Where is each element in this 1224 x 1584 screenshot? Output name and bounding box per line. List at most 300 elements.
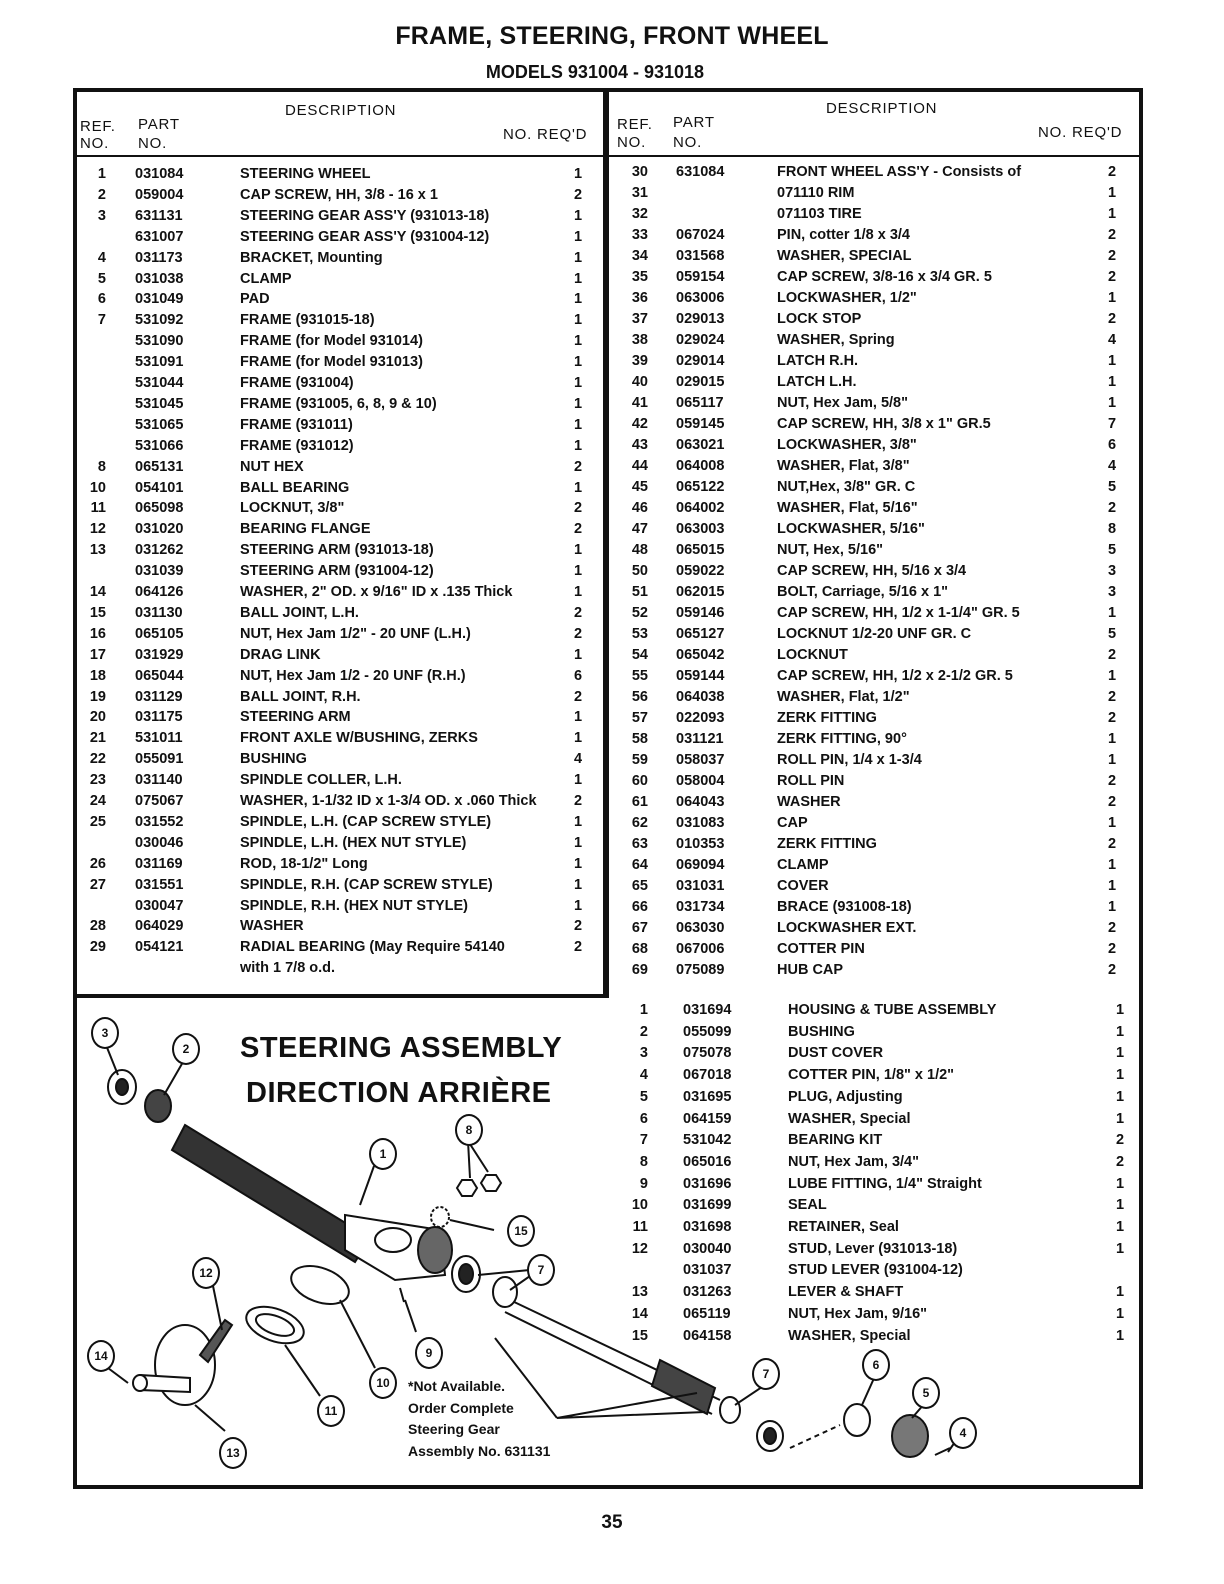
ref-cell: 37 — [631, 311, 648, 327]
ref-cell: 10 — [631, 1197, 648, 1214]
description-cell: BRACE (931008-18) — [777, 899, 912, 915]
quantity-cell: 1 — [1115, 1219, 1125, 1235]
part-number-cell: 065015 — [676, 542, 725, 558]
description-cell: HUB CAP — [777, 962, 844, 978]
part-number-cell: 031140 — [135, 772, 183, 789]
part-number-cell: 075089 — [676, 962, 725, 978]
ref-cell: 31 — [631, 185, 648, 201]
description-cell: SPINDLE, L.H. (CAP SCREW STYLE) — [240, 813, 492, 830]
note-line: *Not Available. — [408, 1378, 505, 1394]
header-qty: NO. REQ'D — [503, 126, 588, 143]
ref-cell: 14 — [89, 584, 106, 600]
quantity-cell: 1 — [573, 772, 583, 789]
ref-cell: 65 — [631, 878, 648, 894]
quantity-cell: 1 — [573, 563, 583, 580]
ref-cell: 50 — [631, 563, 648, 579]
quantity-cell: 2 — [1107, 227, 1117, 243]
quantity-cell: 1 — [1115, 1067, 1125, 1084]
ref-cell: 5 — [639, 1088, 648, 1105]
quantity-cell: 1 — [573, 228, 583, 245]
description-cell: FRAME (for Model 931013) — [240, 354, 423, 371]
part-number-cell: 029013 — [676, 311, 725, 327]
part-number-cell: 067018 — [683, 1067, 732, 1084]
description-cell: CLAMP — [777, 857, 829, 873]
description-cell: ZERK FITTING — [777, 710, 877, 726]
quantity-cell: 1 — [1107, 185, 1117, 201]
quantity-cell: 4 — [1107, 458, 1117, 474]
ref-cell: 1 — [639, 1002, 648, 1018]
quantity-cell: 1 — [573, 646, 583, 663]
part-number-cell: 069094 — [676, 857, 725, 873]
description-cell: ROD, 18-1/2" Long — [240, 855, 368, 872]
page-subtitle: MODELS 931004 - 931018 — [485, 62, 705, 82]
part-number-cell: 031929 — [135, 646, 184, 663]
quantity-cell: 2 — [1107, 941, 1117, 957]
description-cell: LOCKNUT 1/2-20 UNF GR. C — [777, 626, 972, 642]
description-cell: CLAMP — [240, 270, 292, 287]
ref-cell: 2 — [97, 186, 106, 203]
quantity-cell: 1 — [573, 897, 583, 914]
part-number-cell: 031121 — [676, 731, 724, 747]
quantity-cell: 1 — [1115, 1305, 1125, 1322]
ref-cell: 1 — [97, 166, 106, 182]
ref-cell: 32 — [631, 206, 648, 222]
ref-cell: 22 — [89, 751, 106, 768]
part-number-cell: 031038 — [135, 270, 184, 287]
ref-cell: 25 — [89, 813, 106, 830]
ref-cell: 57 — [631, 710, 648, 726]
ref-cell: 10 — [89, 479, 106, 496]
note-line: Order Complete — [408, 1399, 514, 1416]
description-cell: FRONT WHEEL ASS'Y - Consists of — [777, 164, 1022, 180]
description-cell: NUT,Hex, 3/8" GR. C — [777, 479, 916, 495]
part-number-cell: 031552 — [135, 813, 184, 830]
ref-cell: 21 — [89, 730, 106, 747]
ref-cell: 15 — [631, 1327, 648, 1344]
part-number-cell: 054101 — [135, 479, 184, 496]
description-cell: STEERING ARM — [240, 709, 351, 726]
ref-cell: 24 — [89, 793, 106, 809]
part-number-cell: 531045 — [135, 395, 184, 412]
quantity-cell: 1 — [573, 479, 583, 496]
part-number-cell: 065119 — [683, 1305, 731, 1322]
ref-cell: 48 — [631, 542, 648, 558]
description-cell: BEARING KIT — [788, 1132, 883, 1149]
part-number-cell: 031031 — [676, 878, 725, 894]
description-cell: STEERING ARM (931013-18) — [240, 542, 434, 559]
quantity-cell: 2 — [1107, 836, 1117, 852]
page-title: FRAME, STEERING, FRONT WHEEL — [395, 22, 829, 50]
quantity-cell: 1 — [1115, 1327, 1125, 1344]
ref-cell: 27 — [89, 876, 106, 893]
quantity-cell: 1 — [573, 207, 583, 224]
header-description: DESCRIPTION — [826, 100, 938, 117]
description-cell: NUT, Hex Jam, 5/8" — [777, 395, 908, 411]
ref-cell: 26 — [89, 855, 106, 872]
ref-cell: 16 — [89, 625, 106, 642]
header-ref: REF. — [617, 116, 653, 133]
quantity-cell: 1 — [1107, 374, 1117, 390]
ref-cell: 54 — [631, 647, 648, 663]
description-cell: BALL JOINT, L.H. — [240, 604, 359, 621]
header-part: PART — [138, 116, 180, 133]
description-cell: WASHER, 2" OD. x 9/16" ID x .135 Thick — [240, 584, 513, 600]
part-number-cell: 063030 — [676, 920, 725, 936]
description-cell: STUD, Lever (931013-18) — [788, 1240, 958, 1257]
ref-cell: 39 — [631, 353, 648, 369]
description-cell: LOCKWASHER, 1/2" — [777, 290, 917, 306]
description-cell: LOCKWASHER EXT. — [777, 920, 917, 936]
description-cell: WASHER, Special — [788, 1110, 911, 1127]
callout-circle: 7 — [752, 1358, 780, 1390]
part-number-cell: 031568 — [676, 248, 725, 264]
quantity-cell: 1 — [1107, 668, 1117, 684]
ref-cell: 43 — [631, 437, 648, 453]
quantity-cell: 1 — [573, 834, 583, 851]
column-divider — [603, 88, 609, 998]
ref-cell: 8 — [97, 458, 106, 475]
part-number-cell: 631131 — [135, 207, 183, 224]
part-number-cell: 031698 — [683, 1219, 732, 1235]
part-number-cell: 022093 — [676, 710, 725, 726]
part-number-cell: 031694 — [683, 1002, 732, 1018]
quantity-cell: 4 — [1107, 332, 1117, 348]
description-cell: NUT, Hex, 5/16" — [777, 542, 884, 558]
description-cell: WASHER, Flat, 3/8" — [777, 458, 910, 474]
quantity-cell: 1 — [1107, 815, 1117, 831]
quantity-cell: 2 — [1107, 794, 1117, 810]
description-cell: PLUG, Adjusting — [788, 1088, 903, 1105]
ref-cell: 67 — [631, 920, 648, 936]
description-cell: CAP SCREW, HH, 1/2 x 2-1/2 GR. 5 — [777, 668, 1013, 684]
part-number-cell: 031263 — [683, 1284, 732, 1301]
callout-circle: 9 — [415, 1337, 443, 1369]
quantity-cell: 1 — [1107, 899, 1117, 915]
quantity-cell: 2 — [1115, 1153, 1125, 1170]
description-cell: LATCH R.H. — [777, 353, 859, 369]
part-number-cell: 065044 — [135, 667, 184, 684]
ref-cell: 23 — [89, 772, 106, 789]
part-number-cell: 064158 — [683, 1327, 732, 1344]
quantity-cell: 1 — [1107, 857, 1117, 873]
ref-cell: 40 — [631, 374, 648, 390]
part-number-cell: 065105 — [135, 625, 184, 642]
description-cell: PAD — [240, 291, 270, 308]
description-cell: CAP — [777, 815, 808, 831]
description-cell: STEERING WHEEL — [240, 166, 371, 182]
quantity-cell: 1 — [1107, 752, 1117, 768]
ref-cell: 34 — [631, 248, 648, 264]
quantity-cell: 1 — [1115, 1023, 1125, 1040]
part-number-cell: 065117 — [676, 395, 724, 411]
part-number-cell: 059144 — [676, 668, 725, 684]
diagram-divider — [73, 994, 609, 998]
ref-cell: 11 — [632, 1219, 648, 1235]
part-number-cell: 031130 — [135, 604, 183, 621]
quantity-cell: 1 — [1107, 395, 1117, 411]
header-ref: REF. — [80, 118, 116, 135]
ref-cell: 11 — [90, 500, 106, 517]
part-number-cell: 055099 — [683, 1023, 732, 1040]
description-cell: FRAME (for Model 931014) — [240, 333, 423, 350]
description-cell: CAP SCREW, 3/8-16 x 3/4 GR. 5 — [777, 269, 992, 285]
quantity-cell: 2 — [1107, 773, 1117, 789]
quantity-cell: 1 — [573, 416, 583, 433]
description-cell: LOCKNUT, 3/8" — [240, 500, 345, 517]
description-cell: 071103 TIRE — [777, 206, 862, 222]
header-qty: NO. REQ'D — [1038, 124, 1123, 141]
callout-circle: 5 — [912, 1377, 940, 1409]
ref-cell: 18 — [89, 667, 106, 684]
part-number-cell: 064159 — [683, 1110, 732, 1127]
quantity-cell: 2 — [573, 500, 583, 517]
quantity-cell: 1 — [1115, 1240, 1125, 1257]
header-divider — [73, 155, 1143, 157]
ref-cell: 56 — [631, 689, 648, 705]
description-cell: CAP SCREW, HH, 3/8 x 1" GR.5 — [777, 416, 991, 432]
quantity-cell: 1 — [573, 375, 583, 391]
quantity-cell: 5 — [1107, 542, 1117, 558]
quantity-cell: 2 — [573, 939, 583, 956]
description-cell: BOLT, Carriage, 5/16 x 1" — [777, 584, 949, 600]
quantity-cell: 1 — [1107, 731, 1117, 747]
quantity-cell: 1 — [573, 312, 583, 329]
description-cell: PIN, cotter 1/8 x 3/4 — [777, 227, 910, 243]
description-cell: COTTER PIN, 1/8" x 1/2" — [788, 1067, 955, 1084]
quantity-cell: 6 — [1107, 437, 1117, 453]
description-cell: LOCKWASHER, 5/16" — [777, 521, 925, 537]
ref-cell: 29 — [89, 939, 106, 956]
ref-cell: 17 — [89, 646, 106, 663]
quantity-cell: 2 — [1107, 710, 1117, 726]
ref-cell: 6 — [639, 1110, 648, 1127]
ref-cell: 47 — [631, 521, 648, 537]
part-number-cell: 062015 — [676, 584, 725, 600]
quantity-cell: 4 — [573, 751, 583, 768]
description-cell: WASHER — [777, 794, 841, 810]
part-number-cell: 010353 — [676, 836, 725, 852]
quantity-cell: 1 — [573, 813, 583, 830]
description-cell: WASHER, Flat, 1/2" — [777, 689, 910, 705]
quantity-cell: 2 — [1107, 689, 1117, 705]
quantity-cell: 1 — [573, 395, 583, 412]
description-cell: SEAL — [788, 1197, 827, 1214]
part-number-cell: 030047 — [135, 897, 184, 914]
part-number-cell: 064002 — [676, 500, 725, 516]
quantity-cell: 7 — [1107, 416, 1117, 432]
quantity-cell: 3 — [1107, 584, 1117, 600]
description-cell: FRAME (931012) — [240, 437, 354, 454]
description-cell: FRAME (931015-18) — [240, 312, 375, 329]
part-number-cell: 065042 — [676, 647, 725, 663]
ref-cell: 63 — [631, 836, 648, 852]
quantity-cell: 2 — [1107, 647, 1117, 663]
quantity-cell: 2 — [573, 458, 583, 475]
header-description: DESCRIPTION — [285, 102, 397, 119]
part-number-cell: 065127 — [676, 626, 725, 642]
assembly-title-fr: DIRECTION ARRIÈRE — [246, 1077, 552, 1109]
part-number-cell: 065016 — [683, 1153, 732, 1170]
part-number-cell: 055091 — [135, 751, 184, 768]
description-cell: LATCH L.H. — [777, 374, 857, 390]
description-cell: NUT, Hex Jam 1/2 - 20 UNF (R.H.) — [240, 667, 466, 684]
quantity-cell: 2 — [1107, 311, 1117, 327]
quantity-cell: 1 — [573, 709, 583, 726]
page-number: 35 — [601, 1512, 623, 1533]
description-cell: STUD LEVER (931004-12) — [788, 1262, 963, 1279]
ref-cell: 36 — [631, 290, 648, 306]
description-cell: CAP SCREW, HH, 3/8 - 16 x 1 — [240, 186, 438, 203]
description-cell: NUT, Hex Jam 1/2" - 20 UNF (L.H.) — [240, 625, 471, 642]
ref-cell: 13 — [631, 1284, 648, 1301]
part-number-cell: 031037 — [683, 1262, 732, 1279]
part-number-cell: 031129 — [135, 688, 183, 705]
part-number-cell: 031039 — [135, 563, 184, 580]
description-cell: BUSHING — [240, 751, 307, 768]
part-number-cell: 059146 — [676, 605, 725, 621]
part-number-cell: 067006 — [676, 941, 725, 957]
description-cell: WASHER, Special — [788, 1327, 911, 1344]
assembly-title-en: STEERING ASSEMBLY — [240, 1032, 563, 1064]
ref-cell: 4 — [97, 249, 106, 266]
description-cell: LOCKWASHER, 3/8" — [777, 437, 917, 453]
callout-circle: 2 — [172, 1033, 200, 1065]
part-number-cell: 631007 — [135, 228, 184, 245]
ref-cell: 41 — [631, 395, 648, 411]
quantity-cell: 2 — [573, 521, 583, 538]
quantity-cell: 1 — [1115, 1110, 1125, 1127]
description-cell: WASHER, SPECIAL — [777, 248, 912, 264]
ref-cell: 2 — [639, 1023, 648, 1040]
part-number-cell: 075067 — [135, 793, 184, 809]
ref-cell: 64 — [631, 857, 648, 873]
ref-cell: 15 — [89, 604, 106, 621]
part-number-cell: 031696 — [683, 1175, 732, 1192]
callout-circle: 6 — [862, 1349, 890, 1381]
ref-cell: 53 — [631, 626, 648, 642]
part-number-cell: 064029 — [135, 918, 184, 935]
note-line: Assembly No. 631131 — [408, 1442, 551, 1459]
part-number-cell: 031175 — [135, 709, 183, 726]
quantity-cell: 8 — [1107, 521, 1117, 537]
description-cell: 071110 RIM — [777, 185, 855, 201]
part-number-cell: 531092 — [135, 312, 184, 329]
quantity-cell: 1 — [1107, 605, 1117, 621]
description-cell: WASHER, Spring — [777, 332, 895, 348]
callout-circle: 7 — [527, 1254, 555, 1286]
quantity-cell: 1 — [1107, 206, 1117, 222]
description-cell: BEARING FLANGE — [240, 521, 371, 538]
description-cell: SPINDLE, R.H. (HEX NUT STYLE) — [240, 897, 468, 914]
callout-circle: 3 — [91, 1017, 119, 1049]
quantity-cell: 5 — [1107, 479, 1117, 495]
ref-cell: 44 — [631, 458, 648, 474]
description-cell: with 1 7/8 o.d. — [240, 960, 336, 977]
quantity-cell: 1 — [573, 730, 583, 747]
description-cell: LUBE FITTING, 1/4" Straight — [788, 1175, 982, 1192]
part-number-cell: 063003 — [676, 521, 725, 537]
description-cell: COVER — [777, 878, 829, 894]
quantity-cell: 2 — [573, 625, 583, 642]
quantity-cell: 1 — [1115, 1175, 1125, 1192]
quantity-cell: 2 — [1107, 164, 1117, 180]
part-number-cell: 531091 — [135, 354, 184, 371]
ref-cell: 51 — [631, 584, 648, 600]
callout-circle: 13 — [219, 1437, 247, 1469]
part-number-cell: 075078 — [683, 1045, 732, 1062]
description-cell: BALL JOINT, R.H. — [240, 688, 361, 705]
part-number-cell: 531044 — [135, 375, 184, 391]
ref-cell: 58 — [631, 731, 648, 747]
header-part-no: NO. — [138, 135, 168, 152]
part-number-cell: 067024 — [676, 227, 725, 243]
description-cell: ZERK FITTING, 90° — [777, 731, 907, 747]
description-cell: NUT HEX — [240, 458, 304, 475]
quantity-cell: 2 — [1107, 269, 1117, 285]
part-number-cell: 031084 — [135, 166, 184, 182]
ref-cell: 3 — [639, 1045, 648, 1062]
callout-circle: 10 — [369, 1367, 397, 1399]
header-part: PART — [673, 114, 715, 131]
ref-cell: 3 — [97, 207, 106, 224]
quantity-cell: 2 — [1107, 962, 1117, 978]
part-number-cell: 065122 — [676, 479, 725, 495]
description-cell: WASHER, Flat, 5/16" — [777, 500, 918, 516]
callout-circle: 8 — [455, 1114, 483, 1146]
quantity-cell: 3 — [1107, 563, 1117, 579]
description-cell: FRAME (931005, 6, 8, 9 & 10) — [240, 395, 437, 412]
ref-cell: 42 — [631, 416, 648, 432]
description-cell: SPINDLE, R.H. (CAP SCREW STYLE) — [240, 876, 493, 893]
part-number-cell: 031173 — [135, 249, 183, 266]
part-number-cell: 031551 — [135, 876, 184, 893]
part-number-cell: 064008 — [676, 458, 725, 474]
part-number-cell: 031262 — [135, 542, 184, 559]
ref-cell: 69 — [631, 962, 648, 978]
ref-cell: 8 — [639, 1153, 648, 1170]
part-number-cell: 031049 — [135, 291, 184, 308]
callout-circle: 12 — [192, 1257, 220, 1289]
description-cell: NUT, Hex Jam, 3/4" — [788, 1153, 919, 1170]
part-number-cell: 031734 — [676, 899, 725, 915]
part-number-cell: 531090 — [135, 333, 184, 350]
quantity-cell: 1 — [1107, 353, 1117, 369]
header-ref-no: NO. — [80, 135, 110, 152]
part-number-cell: 029024 — [676, 332, 725, 348]
quantity-cell: 1 — [573, 584, 583, 600]
description-cell: SPINDLE COLLER, L.H. — [240, 772, 402, 789]
header-ref-no: NO. — [617, 134, 647, 151]
ref-cell: 38 — [631, 332, 648, 348]
part-number-cell: 631084 — [676, 164, 725, 180]
callout-circle: 4 — [949, 1417, 977, 1449]
quantity-cell: 1 — [573, 855, 583, 872]
part-number-cell: 065098 — [135, 500, 184, 517]
description-cell: BUSHING — [788, 1023, 855, 1040]
part-number-cell: 064126 — [135, 584, 184, 600]
description-cell: ROLL PIN, 1/4 x 1-3/4 — [777, 752, 922, 768]
part-number-cell: 063006 — [676, 290, 725, 306]
quantity-cell: 2 — [573, 688, 583, 705]
description-cell: BALL BEARING — [240, 479, 350, 496]
description-cell: STEERING ARM (931004-12) — [240, 563, 434, 580]
ref-cell: 12 — [89, 521, 106, 538]
ref-cell: 62 — [631, 815, 648, 831]
part-number-cell: 031699 — [683, 1197, 732, 1214]
part-number-cell: 059022 — [676, 563, 725, 579]
part-number-cell: 059145 — [676, 416, 725, 432]
quantity-cell: 5 — [1107, 626, 1117, 642]
